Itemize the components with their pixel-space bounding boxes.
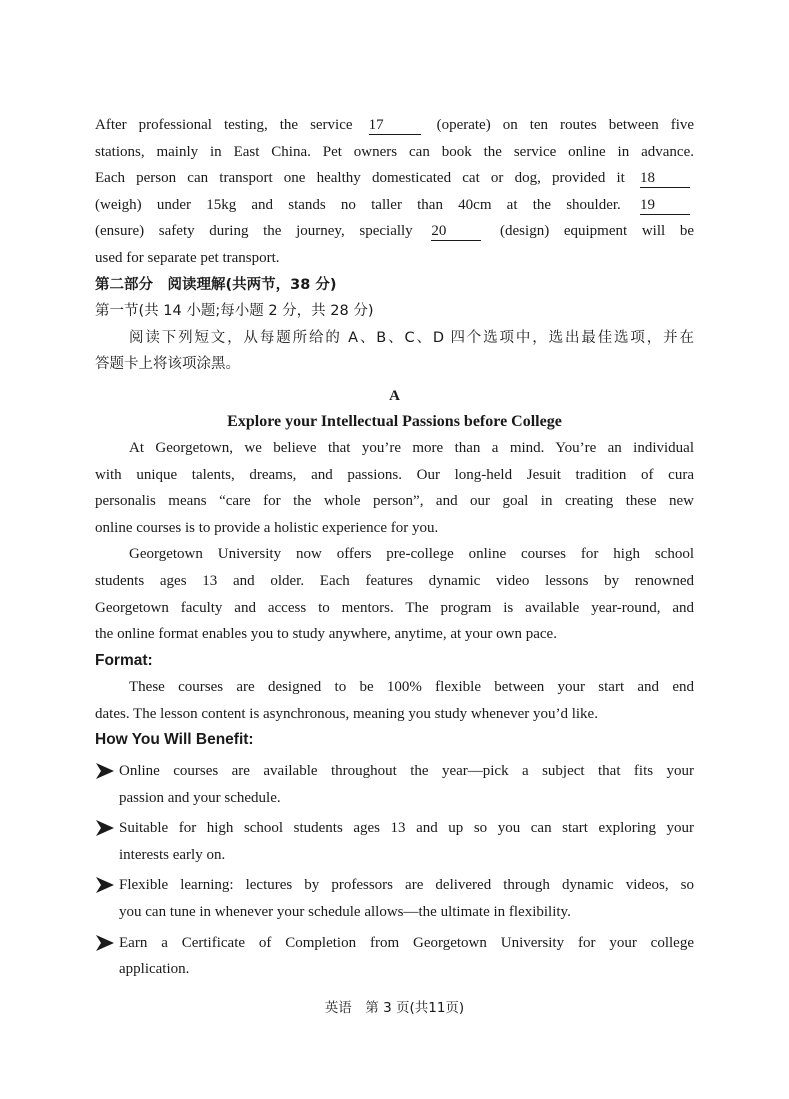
paragraph-1-line-1: At Georgetown, we believe that you’re more than a mind. You’re an individual — [129, 439, 694, 456]
benefit-heading: How You Will Benefit: — [95, 731, 254, 749]
benefit-item-1 — [95, 758, 694, 811]
cloze-line-2: stations, mainly in East China. Pet owners can book the service online in advance. — [95, 143, 694, 160]
section-subheading: 第一节(共 14 小题;每小题 2 分，共 28 分) — [95, 303, 374, 320]
benefit-item-3 — [95, 872, 694, 925]
arrowhead-bullet-icon — [95, 934, 115, 952]
text: (weigh) under 15kg and stands no taller than 40cm at the shoulder. — [95, 196, 621, 213]
document-page — [95, 112, 694, 983]
arrowhead-bullet-icon — [95, 762, 115, 780]
benefit-4-line-1: Earn a Certificate of Completion from Georgetown University for your college — [119, 934, 694, 951]
text: (operate) on ten routes between five — [436, 117, 695, 133]
text: (ensure) safety during the journey, specially — [95, 223, 413, 240]
cloze-line-3 — [95, 165, 694, 192]
benefit-3-line-1: Flexible learning: lectures by professors are delivered through dynamic videos, so — [119, 877, 694, 894]
instruction-line-1: 阅读下列短文，从每题所给的 A、B、C、D 四个选项中，选出最佳选项，并在 — [129, 329, 694, 346]
benefit-2-line-1: Suitable for high school students ages 13 and up so you can start exploring your — [119, 820, 694, 837]
format-line-1: These courses are designed to be 100% flexible between your start and end — [129, 679, 694, 696]
text: After professional testing, the service — [95, 117, 353, 133]
page-footer: 英语 第 3 页(共11页) — [324, 1000, 465, 1016]
benefit-3-line-2: you can tune in whenever your schedule allows—the ultimate in flexibility. — [119, 904, 571, 921]
blank-20: 20 — [431, 223, 481, 241]
paragraph-1-line-4: online courses is to provide a holistic experience for you. — [95, 519, 439, 536]
blank-17: 17 — [369, 117, 421, 135]
benefit-item-2 — [95, 815, 694, 868]
text: Each person can transport one healthy domesticated cat or dog, provided it — [95, 170, 625, 187]
paragraph-2-line-2: students ages 13 and older. Each features dynamic video lessons by renowned — [95, 572, 694, 589]
blank-19: 19 — [640, 197, 690, 215]
format-line-2: dates. The lesson content is asynchronous, meaning you study whenever you’d like. — [95, 705, 598, 722]
text: (design) equipment will be — [500, 223, 694, 240]
paragraph-2-line-1: Georgetown University now offers pre-college online courses for high school — [129, 546, 694, 563]
benefit-4-line-2: application. — [119, 961, 190, 978]
format-heading: Format: — [95, 651, 153, 669]
instruction-line-2: 答题卡上将该项涂黑。 — [95, 356, 240, 373]
section-heading: 第二部分 阅读理解(共两节，38 分) — [95, 276, 337, 293]
paragraph-1-line-3: personalis means “care for the whole person”, and our goal in creating these new — [95, 493, 694, 510]
paragraph-2-line-3: Georgetown faculty and access to mentors. The program is available year-round, and — [95, 599, 694, 616]
cloze-line-4 — [95, 192, 694, 219]
benefit-2-line-2: interests early on. — [119, 846, 226, 863]
paragraph-2-line-4: the online format enables you to study anywhere, anytime, at your own pace. — [95, 626, 557, 643]
passage-title: Explore your Intellectual Passions before College — [227, 412, 562, 430]
blank-18: 18 — [640, 170, 690, 188]
passage-letter: A — [389, 387, 400, 404]
cloze-line-6: used for separate pet transport. — [95, 249, 280, 266]
arrowhead-bullet-icon — [95, 819, 115, 837]
arrowhead-bullet-icon — [95, 876, 115, 894]
benefit-1-line-2: passion and your schedule. — [119, 789, 281, 806]
paragraph-1-line-2: with unique talents, dreams, and passions. Our long-held Jesuit tradition of cura — [95, 466, 694, 483]
cloze-line-5 — [95, 218, 694, 245]
cloze-line-1 — [95, 112, 694, 139]
benefit-1-line-1: Online courses are available throughout the year—pick a subject that fits your — [119, 763, 694, 780]
benefit-item-4 — [95, 930, 694, 983]
